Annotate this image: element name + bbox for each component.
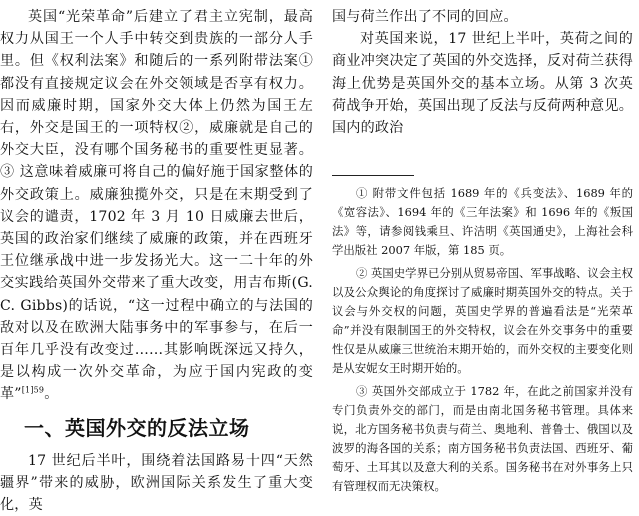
footnote-3: ③ 英国外交部成立于 1782 年，在此之前国家并没有专门负责外交的部门，而是由南北国务秘书管理。具体来说，北方国务秘书负责与荷兰、奥地利、普鲁士、俄国以及波罗的海各国的关系；南方国务秘书负责法国、西班牙、葡萄牙、土耳其以及意大利的关系。国务秘书在对外事务上只有管理权而无决策权。: [332, 384, 633, 494]
footnote-1: ① 附带文件包括 1689 年的《兵变法》、1689 年的《宽容法》、1694 年的《三年法案》和 1696 年的《叛国法》等，请参阅钱乘旦、许洁明《英国通史》，上海社会科学出版社 2007 年版，第 185 页。: [332, 186, 633, 258]
body-paragraph-continued: 国与荷兰作出了不同的回应。: [332, 9, 518, 25]
left-column: [0, 6, 313, 516]
citation-marker: [1]59: [21, 385, 45, 395]
section-heading: 一、英国外交的反法立场: [24, 415, 250, 440]
body-paragraph-2: 17 世纪后半叶，围绕着法国路易十四“天然疆界”带来的威胁，欧洲国际关系发生了重大变化，英: [0, 452, 313, 514]
right-column: [332, 6, 633, 500]
body-paragraph-1: [0, 6, 313, 406]
footnote-divider: [332, 175, 414, 176]
footnote-2: ② 英国史学界已分别从贸易帝国、军事战略、议会主权以及公众舆论的角度探讨了威廉时期英国外交的特点。关于议会与外交权的问题，英国史学界的普遍看法是“光荣革命”并没有限制国王的外交特权，议会在外交事务中的重要性仅是从威廉三世统治末期开始的，而外交权的主要变化则是从安妮女王时期开始的。: [332, 266, 633, 376]
paragraph-text: 英国“光荣革命”后建立了君主立宪制，最高权力从国王一个人手中转交到贵族的一部分人手里。但《权利法案》和随后的一系列附带法案①都没有直接规定议会在外交领域是否享有权力。因而威廉时期，国家外交大体上仍然为国王左右，外交是国王的一项特权②，威廉就是自己的外交大臣，没有哪个国务秘书的重要性更显著。③ 这意味着威廉可将自己的偏好施于国家整体的外交政策上。威廉独揽外交，只是在末期受到了议会的谴责，1702 年 3 月 10 日威廉去世后，英国的政治家们继续了威廉的政策，并在西班牙王位继承战中进一步发扬光大。这一二十年的外交实践给英国外交带来了重大改变，用吉布斯(G. C. Gibbs)的话说，“这一过程中确立的与法国的敌对以及在欧洲大陆事务中的军事参与，在后一百年几乎没有改变过……其影响既深远又持久，是以构成一次外交革命，为应于国内宪政的变革”: [0, 9, 313, 403]
body-paragraph-3: 对英国来说，17 世纪上半叶，英荷之间的商业冲突决定了英国的外交选择，反对荷兰获得海上优势是英国外交的基本立场。从第 3 次英荷战争开始，英国出现了反法与反荷两种意见。国内的政治: [332, 31, 633, 137]
paragraph-end: 。: [44, 386, 59, 403]
